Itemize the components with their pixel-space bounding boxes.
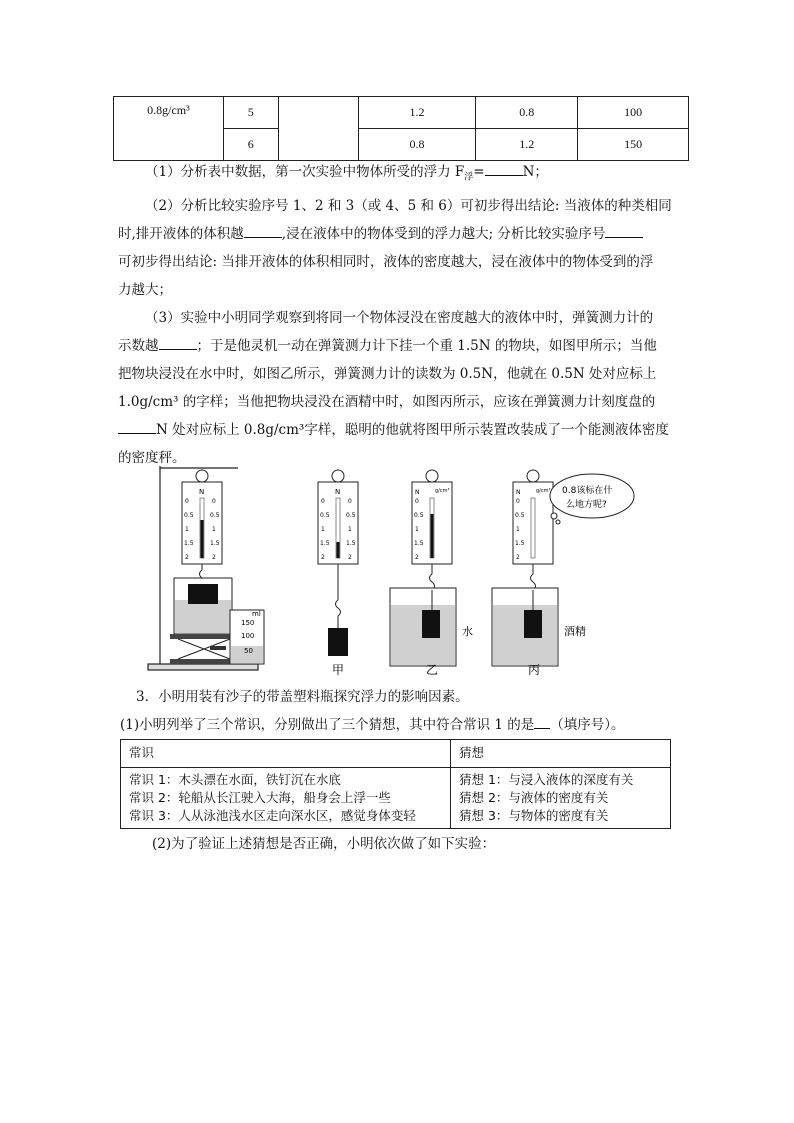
guesses-cell: 猜想 1：与浸入液体的深度有关 猜想 2：与液体的密度有关 猜想 3：与物体的密度有关 bbox=[451, 768, 671, 829]
svg-text:2: 2 bbox=[321, 554, 325, 561]
question-3-line4: 1.0g/cm³ 的字样；当他把物块浸没在酒精中时，如图丙所示，应该在弹簧测力计刻度盘的 bbox=[118, 393, 656, 410]
unit-label: N bbox=[199, 488, 205, 496]
spring-scale-jia bbox=[318, 470, 358, 656]
svg-text:0.5: 0.5 bbox=[414, 512, 424, 519]
table-cell: 100 bbox=[578, 97, 689, 129]
spring-scale-1 bbox=[182, 470, 222, 586]
facts-cell: 常识 1：木头漂在水面，铁钉沉在水底 常识 2：轮船从长江驶入大海，船身会上浮一些 常识 3：人从泳池浅水区走向深水区，感觉身体变轻 bbox=[121, 768, 451, 829]
svg-text:50: 50 bbox=[244, 647, 253, 655]
answer-blank[interactable] bbox=[485, 161, 523, 176]
svg-text:1.5: 1.5 bbox=[320, 540, 330, 547]
q4-title: 3．小明用装有沙子的带盖塑料瓶探究浮力的影响因素。 bbox=[136, 689, 469, 705]
question-3-line5: N 处对应标上 0.8g/cm³字样，聪明的他就将图甲所示装置改装成了一个能测液体密度 bbox=[118, 416, 678, 444]
svg-text:0: 0 bbox=[516, 498, 520, 505]
alcohol-label: 酒精 bbox=[564, 625, 586, 638]
svg-text:0.5: 0.5 bbox=[210, 512, 220, 519]
svg-text:2: 2 bbox=[348, 554, 352, 561]
svg-text:1: 1 bbox=[516, 526, 520, 533]
svg-text:ml: ml bbox=[252, 610, 261, 618]
svg-text:1: 1 bbox=[348, 526, 352, 533]
question-3-line6: 的密度秤。 bbox=[118, 449, 186, 466]
svg-text:2: 2 bbox=[212, 554, 216, 561]
water-label: 水 bbox=[462, 625, 473, 638]
answer-blank[interactable] bbox=[159, 335, 197, 350]
answer-blank[interactable] bbox=[534, 714, 550, 729]
table-row bbox=[121, 768, 671, 829]
svg-text:0: 0 bbox=[348, 498, 352, 505]
table-cell: 150 bbox=[578, 129, 689, 161]
svg-text:1: 1 bbox=[321, 526, 325, 533]
label-yi: 乙 bbox=[426, 663, 439, 677]
table-header-row bbox=[121, 740, 671, 768]
question-3-line3: 把物块浸没在水中时，如图乙所示，弹簧测力计的读数为 0.5N，他就在 0.5N 处对应标上 bbox=[118, 365, 657, 382]
question-3-line1: （3）实验中小明同学观察到将同一个物体浸没在密度越大的液体中时，弹簧测力计的 bbox=[145, 309, 654, 326]
bubble-text-1: 0.8该标在什 bbox=[562, 486, 613, 496]
svg-text:1.5: 1.5 bbox=[346, 540, 356, 547]
svg-text:N: N bbox=[516, 489, 521, 496]
svg-text:2: 2 bbox=[516, 554, 520, 561]
table-cell: 0.8 bbox=[358, 129, 476, 161]
spring-scale-bing bbox=[513, 470, 553, 590]
svg-text:0: 0 bbox=[185, 498, 189, 505]
question-1: （1）分析表中数据，第一次实验中物体所受的浮力 $F_浮= N$； bbox=[118, 158, 678, 192]
measuring-beaker bbox=[230, 610, 264, 664]
question-2-line2: 时,排开液体的体积越 ,浸在液体中的物体受到的浮力越大; 分析比较实验序号 bbox=[118, 220, 678, 248]
svg-text:1: 1 bbox=[415, 526, 419, 533]
svg-text:0: 0 bbox=[212, 498, 216, 505]
column-header: 常识 bbox=[121, 740, 451, 768]
svg-text:g/cm³: g/cm³ bbox=[536, 488, 551, 494]
table-cell: 1.2 bbox=[476, 129, 578, 161]
liquid-density-cell: 0.8g/cm³ bbox=[114, 97, 224, 161]
label-jia: 甲 bbox=[332, 663, 345, 677]
svg-text:N: N bbox=[415, 489, 420, 496]
svg-text:0.5: 0.5 bbox=[346, 512, 356, 519]
svg-text:1.5: 1.5 bbox=[184, 540, 194, 547]
svg-text:1: 1 bbox=[185, 526, 189, 533]
water-beaker bbox=[390, 588, 456, 666]
svg-text:150: 150 bbox=[241, 619, 255, 627]
alcohol-beaker bbox=[492, 588, 558, 666]
question-2-line1: （2）分析比较实验序号 1、2 和 3（或 4、5 和 6）可初步得出结论: 当液体的种类相同 bbox=[145, 197, 672, 214]
column-header: 猜想 bbox=[451, 740, 671, 768]
svg-text:1.5: 1.5 bbox=[515, 540, 525, 547]
spring-scale-yi bbox=[412, 470, 452, 590]
svg-text:2: 2 bbox=[415, 554, 419, 561]
question-2-line3: 可初步得出结论: 当排开液体的体积相同时，液体的密度越大，浸在液体中的物体受到的浮 bbox=[118, 253, 654, 270]
results-table bbox=[113, 96, 689, 161]
svg-text:1.5: 1.5 bbox=[414, 540, 424, 547]
svg-text:1: 1 bbox=[212, 526, 216, 533]
svg-text:100: 100 bbox=[241, 632, 255, 640]
answer-blank[interactable] bbox=[118, 419, 156, 434]
answer-blank[interactable] bbox=[244, 223, 282, 238]
table-row bbox=[114, 97, 689, 129]
table-cell: 0.8 bbox=[476, 97, 578, 129]
bubble-text-2: 么地方呢? bbox=[566, 500, 607, 510]
q4-sub1: (1)小明列举了三个常识，分别做出了三个猜想，其中符合常识 1 的是 （填序号）。 bbox=[120, 711, 625, 739]
experiment-figure bbox=[140, 460, 660, 682]
svg-text:0.5: 0.5 bbox=[515, 512, 525, 519]
empty-cell bbox=[278, 97, 358, 161]
svg-text:2: 2 bbox=[185, 554, 189, 561]
svg-text:g/cm³: g/cm³ bbox=[435, 488, 450, 494]
table-cell: 1.2 bbox=[358, 97, 476, 129]
question-3-line2: 示数越 ；于是他灵机一动在弹簧测力计下挂一个重 1.5N 的物块，如图甲所示；当他 bbox=[118, 332, 678, 360]
thought-bubble bbox=[550, 474, 634, 524]
svg-text:N: N bbox=[335, 488, 341, 496]
facts-guesses-table bbox=[120, 739, 671, 829]
answer-blank[interactable] bbox=[605, 223, 643, 238]
svg-text:0: 0 bbox=[321, 498, 325, 505]
questions-block bbox=[118, 158, 678, 472]
question-2-line4: 力越大； bbox=[118, 281, 172, 298]
svg-text:0.5: 0.5 bbox=[184, 512, 194, 519]
trial-number: 6 bbox=[223, 129, 278, 161]
label-bing: 丙 bbox=[528, 663, 541, 677]
svg-text:0: 0 bbox=[415, 498, 419, 505]
svg-text:1.5: 1.5 bbox=[210, 540, 220, 547]
q4-sub2: (2)为了验证上述猜想是否正确，小明依次做了如下实验： bbox=[152, 836, 496, 852]
trial-number: 5 bbox=[223, 97, 278, 129]
svg-text:0.5: 0.5 bbox=[320, 512, 330, 519]
